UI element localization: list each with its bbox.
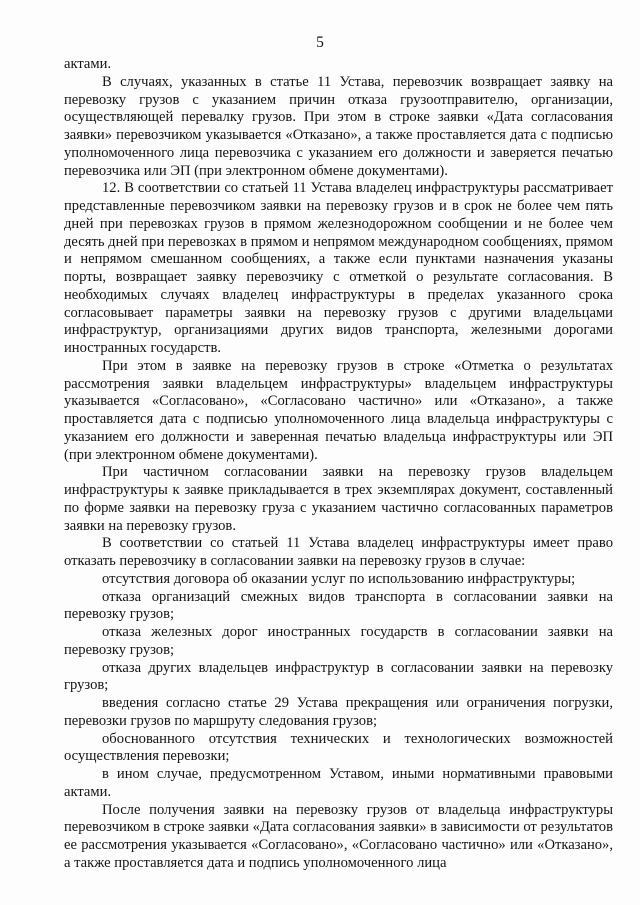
document-body: [64, 56, 613, 873]
paragraph-clause-12: 12. В соответствии со статьей 11 Устава владелец инфраструктуры рассматривает представленные перевозчиком заявки на перевозку грузов и в срок не более чем пять дней при перевозках грузов в прямом железнодорожном сообщении и не более чем десять дней при перевозках в прямом и непрямом международном сообщениях, прямом и непрямом смешанном сообщениях, а также если пунктами назначения указаны порты, возвращает заявку перевозчику с отметкой о результате согласования. В необходимых случаях владелец инфраструктуры в пределах указанного срока согласовывает параметры заявки на перевозку грузов с другими владельцами инфраструктур, организациями других видов транспорта, железными дорогами иностранных государств.: [64, 180, 613, 356]
list-item-other-owners-refusal: отказа других владельцев инфраструктур в согласовании заявки на перевозку грузов;: [64, 659, 613, 694]
list-item-loading-restriction: введения согласно статье 29 Устава прекращения или ограничения погрузки, перевозки грузов по маршруту следования грузов;: [64, 695, 613, 729]
page-number: 5: [316, 34, 324, 51]
list-item-foreign-railways-refusal: отказа железных дорог иностранных государств в согласовании заявки на перевозку грузов;: [64, 624, 613, 658]
paragraph-carrier-return-request: В случаях, указанных в статье 11 Устава, перевозчик возвращает заявку на перевозку грузов с указанием причин отказа грузоотправителю, организации, осуществляющей перевалку грузов. При этом в строке заявки «Дата согласования заявки» перевозчиком указывается «Отказано», а также проставляется дата с подписью уполномоченного лица перевозчика с указанием его должности и заверяется печатью перевозчика или ЭП (при электронном обмене документами).: [64, 73, 613, 179]
paragraph-partial-approval: При частичном согласовании заявки на перевозку грузов владельцем инфраструктуры к заявке прикладывается в трех экземплярах документ, составленный по форме заявки на перевозку груза с указанием частично согласованных параметров заявки на перевозку грузов.: [64, 464, 613, 534]
list-item-adjacent-transport-refusal: отказа организаций смежных видов транспорта в согласовании заявки на перевозку грузов;: [64, 588, 613, 623]
list-item-no-contract: отсутствия договора об оказании услуг по использованию инфраструктуры;: [102, 570, 576, 587]
paragraph-continuation: актами.: [64, 56, 112, 72]
paragraph-after-receipt: После получения заявки на перевозку грузов от владельца инфраструктуры перевозчиком в строке заявки «Дата согласования заявки» в зависимости от результатов ее рассмотрения указывается «Согласовано», «Согласовано частично» или «Отказано», а также проставляется дата и подпись уполномоченного лица: [64, 801, 613, 871]
list-item-no-technical-capability: обоснованного отсутствия технических и технологических возможностей осуществления перевозки;: [64, 730, 613, 765]
paragraph-refusal-right: В соответствии со статьей 11 Устава владелец инфраструктуры имеет право отказать перевозчику в согласовании заявки на перевозку грузов в случае:: [64, 535, 613, 569]
list-item-other-cases: в ином случае, предусмотренном Уставом, иными нормативными правовыми актами.: [64, 766, 613, 800]
paragraph-approval-mark: При этом в заявке на перевозку грузов в строке «Отметка о результатах рассмотрения заявки владельцем инфраструктуры» владельцем инфраструктуры указывается «Согласовано», «Согласовано частично» или «Отказано», а также проставляется дата с подписью уполномоченного лица владельца инфраструктуры с указанием его должности и заверенная печатью владельца инфраструктуры или ЭП (при электронном обмене документами).: [64, 357, 613, 463]
